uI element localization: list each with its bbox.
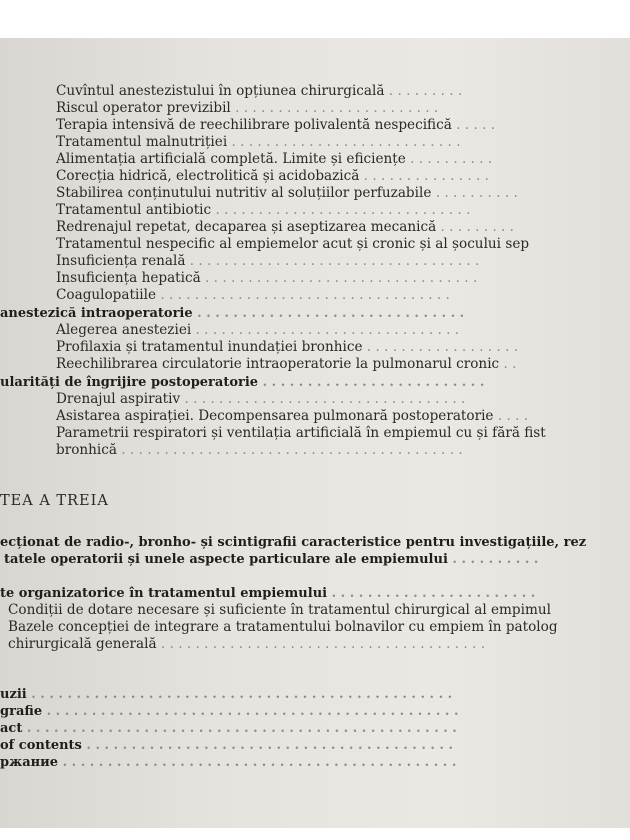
toc-end-item: of contents . . . . . . . . . . . . . . . . . . . . . . . . . . . . . . . . . . . . . . . . . [0,738,454,753]
toc-entry: Bazele concepției de integrare a tratamentului bolnavilor cu empiem în patolog [8,619,558,635]
toc-heading: ularități de îngrijire postoperatorie . . . . . . . . . . . . . . . . . . . . . . . . . [0,375,485,390]
toc-entry: Terapia intensivă de reechilibrare polivalentă nespecifică . . . . . [56,117,496,133]
toc-entry: Tratamentul malnutriției . . . . . . . . . . . . . . . . . . . . . . . . . . . [56,134,461,150]
toc-entry: Stabilirea conținutului nutritiv al soluțiilor perfuzabile . . . . . . . . . . [56,185,518,201]
toc-entry: Alimentația artificială completă. Limite și eficiențe . . . . . . . . . . [56,151,493,167]
toc-entry: Condiții de dotare necesare și suficiente în tratamentul chirurgical al empimul [8,602,551,618]
toc-end-item: uzii . . . . . . . . . . . . . . . . . . . . . . . . . . . . . . . . . . . . . . . . . . . . . . . [0,687,453,702]
book-page [0,38,630,828]
toc-entry: Cuvîntul anestezistului în opțiunea chirurgicală . . . . . . . . . [56,83,463,99]
toc-entry: Profilaxia și tratamentul inundației bronhice . . . . . . . . . . . . . . . . . . [56,339,519,355]
toc-entry: Corecția hidrică, electrolitică și acidobazică . . . . . . . . . . . . . . . [56,168,489,184]
toc-heading: ecționat de radio-, bronho- și scintigrafii caracteristice pentru investigațiile, rez [0,535,587,550]
toc-entry: Tratamentul nespecific al empiemelor acut și cronic și al șocului sep [56,236,530,252]
toc-end-item: act . . . . . . . . . . . . . . . . . . . . . . . . . . . . . . . . . . . . . . . . . . . . . . . . [0,721,457,736]
toc-end-item: grafie . . . . . . . . . . . . . . . . . . . . . . . . . . . . . . . . . . . . . . . . . . . . . . [0,704,459,719]
toc-entry: Drenajul aspirativ . . . . . . . . . . . . . . . . . . . . . . . . . . . . . . . . . [56,391,466,407]
toc-end-item: ржание . . . . . . . . . . . . . . . . . . . . . . . . . . . . . . . . . . . . . . . . . . . . [0,755,457,770]
toc-heading: anestezică intraoperatorie . . . . . . . . . . . . . . . . . . . . . . . . . . . . . . [0,306,465,321]
toc-entry: Asistarea aspirației. Decompensarea pulmonară postoperatorie . . . . [56,408,529,424]
toc-heading: tatele operatorii și unele aspecte particulare ale empiemului . . . . . . . . . . [4,552,539,567]
part-title: TEA A TREIA [0,493,109,509]
toc-entry: Alegerea anesteziei . . . . . . . . . . . . . . . . . . . . . . . . . . . . . . . [56,322,460,338]
toc-entry: Tratamentul antibiotic . . . . . . . . . . . . . . . . . . . . . . . . . . . . . . [56,202,471,218]
toc-entry: bronhică . . . . . . . . . . . . . . . . . . . . . . . . . . . . . . . . . . . . . . . . [56,442,463,458]
toc-entry: Riscul operator previzibil . . . . . . . . . . . . . . . . . . . . . . . . [56,100,439,116]
toc-entry: Reechilibrarea circulatorie intraoperatorie la pulmonarul cronic . . [56,356,517,372]
toc-entry: Coagulopatiile . . . . . . . . . . . . . . . . . . . . . . . . . . . . . . . . . . [56,287,450,303]
toc-entry: Insuficiența renală . . . . . . . . . . . . . . . . . . . . . . . . . . . . . . . . . . [56,253,480,269]
toc-entry: Parametrii respiratori și ventilația artificială în empiemul cu și fără fist [56,425,546,441]
toc-entry: Insuficiența hepatică . . . . . . . . . . . . . . . . . . . . . . . . . . . . . . . . [56,270,478,286]
toc-entry: chirurgicală generală . . . . . . . . . . . . . . . . . . . . . . . . . . . . . . . . . . . . . . [8,636,486,652]
toc-heading: te organizatorice în tratamentul empiemului . . . . . . . . . . . . . . . . . . . . . . . [0,586,536,601]
toc-entry: Redrenajul repetat, decaparea și aseptizarea mecanică . . . . . . . . . [56,219,514,235]
